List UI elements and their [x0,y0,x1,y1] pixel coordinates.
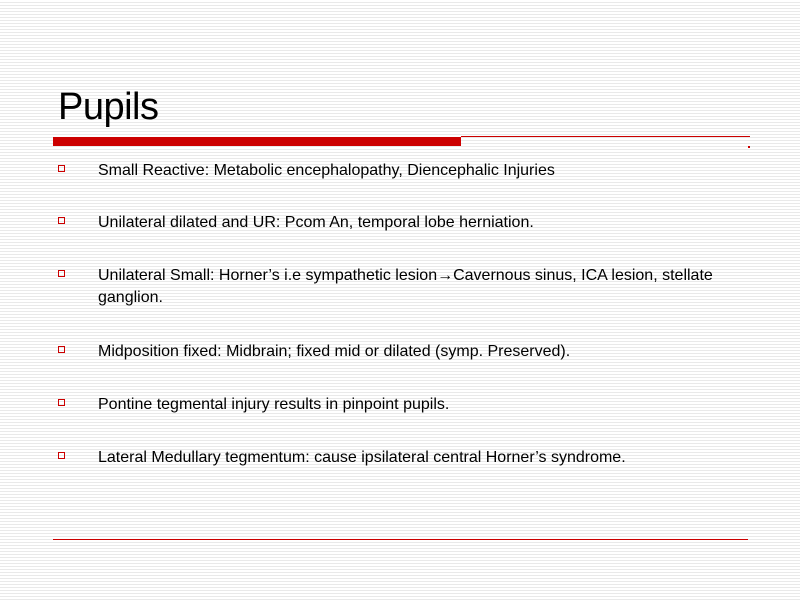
slide-title: Pupils [58,86,159,128]
bullet-text: Unilateral Small: Horner’s i.e sympathetic lesion→Cavernous sinus, ICA lesion, stellate ganglion. [98,267,713,306]
square-bullet-icon [58,165,65,172]
square-bullet-icon [58,399,65,406]
bullet-text: Small Reactive: Metabolic encephalopathy, Diencephalic Injuries [98,162,555,179]
bullet-text: Lateral Medullary tegmentum: cause ipsilateral central Horner’s syndrome. [98,449,626,466]
square-bullet-icon [58,270,65,277]
bullet-text: Midposition fixed: Midbrain; fixed mid or dilated (symp. Preserved). [98,343,571,360]
bullet-text: Unilateral dilated and UR: Pcom An, temporal lobe herniation. [98,214,534,231]
square-bullet-icon [58,346,65,353]
footer-rule [53,539,748,540]
square-bullet-icon [58,452,65,459]
bullet-text: Pontine tegmental injury results in pinpoint pupils. [98,396,450,413]
square-bullet-icon [58,217,65,224]
